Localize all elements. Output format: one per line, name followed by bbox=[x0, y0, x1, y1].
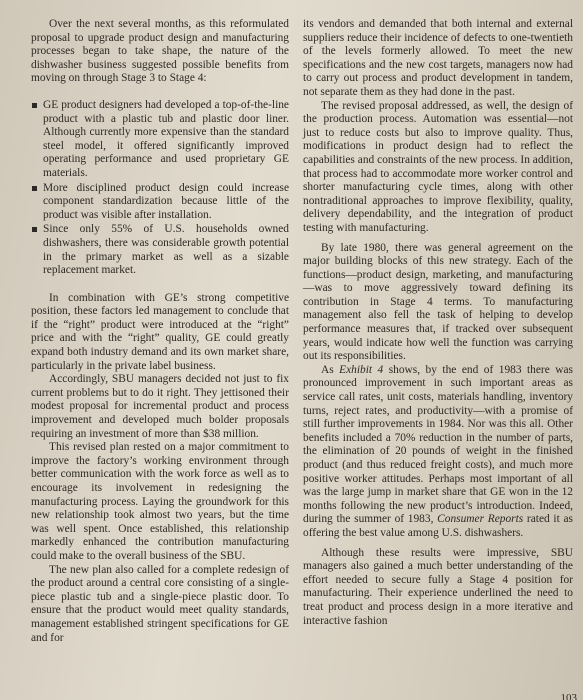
bullet-item: More disciplined product design could increase component standardization because little of the product was visible after installation. bbox=[31, 182, 289, 223]
exhibit-reference: Exhibit 4 bbox=[339, 363, 384, 376]
late-1980-paragraph: By late 1980, there was general agreement on the major building blocks of this new strategy. Each of the functions—product design, marketing, and manufacturing—was to move aggressively toward defining its contribution in Stage 4 terms. To manufacturing management also fell the task of helping to develop performance measures that, if tracked over subsequent years, would indicate how well the function was carrying out its responsibilities. bbox=[303, 241, 573, 363]
bullet-item: Since only 55% of U.S. households owned dishwashers, there was considerable growth potential in the primary market as well as a sizable replacement market. bbox=[31, 223, 289, 277]
square-bullet-icon bbox=[32, 103, 37, 108]
right-column bbox=[303, 18, 573, 628]
revised-plan-paragraph: This revised plan rested on a major commitment to improve the factory’s working environment through better communication with the work force as well as to encourage its involvement in redesigning the manufacturing process. Laying the groundwork for this new relationship took almost two years, but the time was well spent. Once established, this relationship markedly enhanced the contribution manufacturing could make to the overall business of the SBU. bbox=[31, 441, 289, 562]
square-bullet-icon bbox=[32, 186, 37, 191]
bullet-item: GE product designers had developed a top-of-the-line product with a plastic tub and plastic door liner. Although currently more expensive than the standard steel model, it offered significantly improved operating performance and used proprietary GE materials. bbox=[31, 99, 289, 181]
combination-paragraph: In combination with GE’s strong competitive position, these factors led management to conclude that if the “right” product were introduced at the “right” price and with the “right” quality, GE could greatly expand both industry demand and its own market share, particularly in the private label business. bbox=[31, 291, 289, 372]
factors-bullet-list bbox=[31, 99, 289, 278]
accordingly-paragraph: Accordingly, SBU managers decided not just to fix current problems but to do it right. They jettisoned their modest proposal for incremental product and process improvement and developed much bolder proposals requiring an investment of more than $38 million. bbox=[31, 373, 289, 440]
impressive-results-paragraph: Although these results were impressive, SBU managers also gained a much better understanding of the effort needed to secure fully a Stage 4 position for manufacturing. Their experience underlined the need to treat product and process design in a more iterative and interactive fashion bbox=[303, 546, 573, 627]
left-column bbox=[31, 18, 289, 645]
continued-paragraph: its vendors and demanded that both internal and external suppliers reduce their incidence of defects to one-twentieth of the levels formerly allowed. To meet the new specifications and the new cost targets, managers now had to carry out process and product development in tandem, not separate them as they had done in the past. bbox=[303, 18, 573, 98]
intro-paragraph: Over the next several months, as this reformulated proposal to upgrade product design and manufacturing processes began to take shape, the nature of the dishwasher business suggested possible benefits from moving on through Stage 3 to Stage 4: bbox=[31, 18, 289, 85]
publication-title: Consumer Reports bbox=[437, 513, 524, 526]
page-number: 103 bbox=[560, 692, 577, 700]
exhibit-paragraph: As Exhibit 4 shows, by the end of 1983 there was pronounced improvement in such important areas as service call rates, unit costs, materials handling, inventory turns, reject rates, and productivity—with a promise of still further improvements in 1984. Nor was this all. Other benefits included a 70% reduction in the number of parts, the elimination of 20 pounds of weight in the finished product (and thus reduced freight costs), and much more positive worker attitudes. Perhaps most important of all was the large jump in market share that GE won in the 12 months following the new product’s introduction. Indeed, during the summer of 1983, Consumer Reports rated it as offering the best value among U.S. dishwashers. bbox=[303, 363, 573, 539]
revised-proposal-paragraph: The revised proposal addressed, as well, the design of the production process. Automation was essential—not just to reduce costs but also to improve quality. Thus, modifications in product design had to reflect the capabilities and constraints of the new process. In addition, that process had to accommodate more worker control and shorter manufacturing cycle times, along with other nontraditional approaches to improve flexibility, quality, delivery dependability, and the integration of product testing with manufacturing. bbox=[303, 99, 573, 234]
square-bullet-icon bbox=[32, 227, 37, 232]
new-plan-paragraph: The new plan also called for a complete redesign of the product around a central core consisting of a single-piece plastic tub and a single-piece plastic door. To ensure that the product would meet quality standards, management established stringent specifications for GE and for bbox=[31, 563, 289, 644]
